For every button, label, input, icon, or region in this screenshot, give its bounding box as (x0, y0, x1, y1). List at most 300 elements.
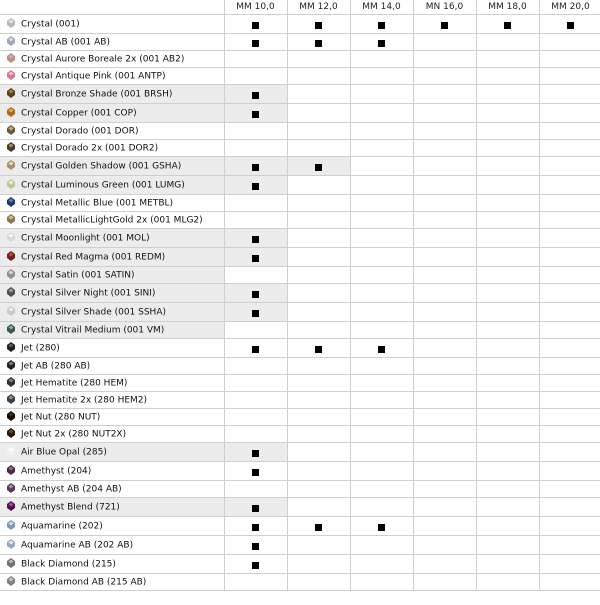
crystal-name-cell[interactable] (0, 229, 224, 248)
availability-cell-mm14[interactable] (350, 462, 413, 481)
availability-cell-mm16[interactable] (413, 375, 476, 392)
crystal-name-cell[interactable] (0, 462, 224, 481)
availability-cell-mm14[interactable] (350, 195, 413, 212)
availability-cell-mm14[interactable] (350, 322, 413, 339)
available-mark-icon (252, 164, 259, 171)
availability-cell-mm18[interactable] (476, 104, 539, 123)
availability-cell-mm20[interactable] (539, 409, 600, 426)
availability-cell-mm18[interactable] (476, 195, 539, 212)
availability-cell-mm14[interactable] (350, 443, 413, 462)
availability-cell-mm12[interactable] (287, 375, 350, 392)
availability-cell-mm18[interactable] (476, 15, 539, 34)
column-header-name (0, 0, 224, 15)
availability-cell-mm18[interactable] (476, 303, 539, 322)
availability-cell-mm20[interactable] (539, 123, 600, 140)
table-row[interactable] (0, 212, 600, 229)
table-row[interactable] (0, 176, 600, 195)
table-row[interactable] (0, 85, 600, 104)
table-row[interactable] (0, 462, 600, 481)
available-mark-icon (378, 22, 385, 29)
availability-cell-mm14[interactable] (350, 229, 413, 248)
availability-cell-mm14[interactable] (350, 339, 413, 358)
availability-cell-mm14[interactable] (350, 481, 413, 498)
table-row[interactable] (0, 229, 600, 248)
availability-cell-mm18[interactable] (476, 462, 539, 481)
crystal-name-cell[interactable] (0, 284, 224, 303)
availability-cell-mm12[interactable] (287, 248, 350, 267)
availability-cell-mm12[interactable] (287, 322, 350, 339)
crystal-gem-icon (6, 107, 16, 117)
availability-cell-mm18[interactable] (476, 481, 539, 498)
table-row[interactable] (0, 284, 600, 303)
crystal-name-cell[interactable] (0, 157, 224, 176)
availability-cell-mm16[interactable] (413, 339, 476, 358)
available-mark-icon (252, 291, 259, 298)
availability-cell-mm20[interactable] (539, 443, 600, 462)
availability-cell-mm20[interactable] (539, 426, 600, 443)
availability-cell-mm14[interactable] (350, 555, 413, 574)
availability-cell-mm18[interactable] (476, 157, 539, 176)
availability-cell-mm20[interactable] (539, 574, 600, 591)
table-row[interactable] (0, 195, 600, 212)
crystal-name-cell[interactable] (0, 375, 224, 392)
crystal-name-label: Crystal Moonlight (001 MOL) (21, 233, 150, 244)
availability-cell-mm12[interactable] (287, 85, 350, 104)
availability-cell-mm18[interactable] (476, 51, 539, 68)
availability-cell-mm18[interactable] (476, 426, 539, 443)
availability-cell-mm16[interactable] (413, 498, 476, 517)
availability-cell-mm20[interactable] (539, 51, 600, 68)
availability-cell-mm14[interactable] (350, 517, 413, 536)
table-row[interactable] (0, 426, 600, 443)
crystal-name-cell[interactable] (0, 34, 224, 51)
crystal-name-cell[interactable] (0, 195, 224, 212)
table-row[interactable] (0, 481, 600, 498)
crystal-gem-icon (6, 179, 16, 189)
crystal-name-cell[interactable] (0, 443, 224, 462)
availability-cell-mm18[interactable] (476, 85, 539, 104)
table-row[interactable] (0, 248, 600, 267)
crystal-name-label: Jet AB (280 AB) (21, 361, 91, 372)
availability-cell-mm16[interactable] (413, 15, 476, 34)
availability-cell-mm16[interactable] (413, 212, 476, 229)
availability-cell-mm14[interactable] (350, 34, 413, 51)
availability-cell-mm16[interactable] (413, 195, 476, 212)
availability-cell-mm16[interactable] (413, 574, 476, 591)
availability-cell-mm14[interactable] (350, 248, 413, 267)
crystal-gem-icon (6, 483, 16, 493)
availability-cell-mm18[interactable] (476, 339, 539, 358)
crystal-name-label: Crystal Bronze Shade (001 BRSH) (21, 89, 173, 100)
availability-cell-mm16[interactable] (413, 140, 476, 157)
table-row[interactable] (0, 157, 600, 176)
crystal-name-cell[interactable] (0, 267, 224, 284)
crystal-name-label: Black Diamond (215) (21, 559, 116, 570)
availability-cell-mm12[interactable] (287, 358, 350, 375)
availability-cell-mm18[interactable] (476, 229, 539, 248)
availability-cell-mm14[interactable] (350, 267, 413, 284)
availability-cell-mm10[interactable] (224, 140, 287, 157)
table-row[interactable] (0, 339, 600, 358)
availability-cell-mm14[interactable] (350, 140, 413, 157)
table-row[interactable] (0, 123, 600, 140)
crystal-name-cell[interactable] (0, 517, 224, 536)
availability-cell-mm12[interactable] (287, 443, 350, 462)
availability-cell-mm16[interactable] (413, 85, 476, 104)
availability-cell-mm10[interactable] (224, 498, 287, 517)
availability-cell-mm10[interactable] (224, 375, 287, 392)
availability-cell-mm10[interactable] (224, 392, 287, 409)
availability-cell-mm18[interactable] (476, 555, 539, 574)
crystal-name-cell[interactable] (0, 358, 224, 375)
availability-cell-mm20[interactable] (539, 68, 600, 85)
available-mark-icon (252, 310, 259, 317)
availability-cell-mm18[interactable] (476, 443, 539, 462)
crystal-gem-icon (6, 446, 16, 456)
table-row[interactable] (0, 303, 600, 322)
availability-cell-mm12[interactable] (287, 339, 350, 358)
availability-cell-mm10[interactable] (224, 409, 287, 426)
availability-cell-mm16[interactable] (413, 517, 476, 536)
availability-cell-mm20[interactable] (539, 498, 600, 517)
availability-cell-mm10[interactable] (224, 267, 287, 284)
availability-cell-mm20[interactable] (539, 104, 600, 123)
availability-cell-mm18[interactable] (476, 517, 539, 536)
availability-cell-mm20[interactable] (539, 85, 600, 104)
table-row[interactable] (0, 34, 600, 51)
available-mark-icon (252, 450, 259, 457)
availability-cell-mm18[interactable] (476, 498, 539, 517)
availability-cell-mm16[interactable] (413, 536, 476, 555)
availability-cell-mm10[interactable] (224, 15, 287, 34)
availability-cell-mm12[interactable] (287, 34, 350, 51)
column-header-mm12[interactable]: MM 12,0 (287, 0, 350, 15)
availability-cell-mm20[interactable] (539, 339, 600, 358)
availability-cell-mm10[interactable] (224, 176, 287, 195)
table-row[interactable] (0, 392, 600, 409)
crystal-name-cell[interactable] (0, 481, 224, 498)
availability-cell-mm10[interactable] (224, 51, 287, 68)
crystal-name-label: Crystal AB (001 AB) (21, 37, 110, 48)
crystal-name-cell[interactable] (0, 15, 224, 34)
availability-cell-mm20[interactable] (539, 229, 600, 248)
availability-cell-mm10[interactable] (224, 443, 287, 462)
availability-cell-mm16[interactable] (413, 157, 476, 176)
availability-cell-mm20[interactable] (539, 157, 600, 176)
crystal-name-cell[interactable] (0, 85, 224, 104)
table-row[interactable] (0, 517, 600, 536)
crystal-name-label: Crystal Metallic Blue (001 METBL) (21, 198, 174, 209)
availability-cell-mm12[interactable] (287, 409, 350, 426)
availability-cell-mm12[interactable] (287, 303, 350, 322)
table-row[interactable] (0, 322, 600, 339)
availability-cell-mm14[interactable] (350, 85, 413, 104)
availability-cell-mm12[interactable] (287, 195, 350, 212)
crystal-name-label: Amethyst AB (204 AB) (21, 484, 122, 495)
availability-cell-mm20[interactable] (539, 555, 600, 574)
availability-cell-mm18[interactable] (476, 392, 539, 409)
availability-cell-mm16[interactable] (413, 462, 476, 481)
availability-cell-mm12[interactable] (287, 284, 350, 303)
availability-cell-mm12[interactable] (287, 267, 350, 284)
availability-cell-mm20[interactable] (539, 176, 600, 195)
availability-cell-mm10[interactable] (224, 339, 287, 358)
availability-cell-mm10[interactable] (224, 426, 287, 443)
table-row[interactable] (0, 536, 600, 555)
availability-cell-mm12[interactable] (287, 498, 350, 517)
availability-cell-mm20[interactable] (539, 15, 600, 34)
availability-cell-mm14[interactable] (350, 498, 413, 517)
crystal-gem-icon (6, 360, 16, 370)
availability-cell-mm14[interactable] (350, 157, 413, 176)
availability-cell-mm10[interactable] (224, 574, 287, 591)
availability-cell-mm12[interactable] (287, 212, 350, 229)
crystal-gem-icon (6, 520, 16, 530)
availability-cell-mm16[interactable] (413, 229, 476, 248)
column-header-mm18[interactable]: MM 18,0 (476, 0, 539, 15)
crystal-name-cell[interactable] (0, 498, 224, 517)
availability-cell-mm16[interactable] (413, 34, 476, 51)
availability-cell-mm10[interactable] (224, 462, 287, 481)
availability-cell-mm16[interactable] (413, 426, 476, 443)
availability-cell-mm18[interactable] (476, 358, 539, 375)
table-row[interactable] (0, 358, 600, 375)
availability-cell-mm16[interactable] (413, 68, 476, 85)
availability-cell-mm18[interactable] (476, 322, 539, 339)
crystal-gem-icon (6, 251, 16, 261)
availability-cell-mm14[interactable] (350, 176, 413, 195)
availability-cell-mm10[interactable] (224, 212, 287, 229)
availability-cell-mm14[interactable] (350, 212, 413, 229)
availability-cell-mm20[interactable] (539, 375, 600, 392)
availability-cell-mm10[interactable] (224, 123, 287, 140)
availability-cell-mm12[interactable] (287, 229, 350, 248)
availability-cell-mm14[interactable] (350, 284, 413, 303)
availability-cell-mm18[interactable] (476, 212, 539, 229)
availability-cell-mm10[interactable] (224, 104, 287, 123)
availability-cell-mm12[interactable] (287, 51, 350, 68)
crystal-name-cell[interactable] (0, 123, 224, 140)
crystal-name-label: Crystal Luminous Green (001 LUMG) (21, 180, 185, 191)
availability-cell-mm10[interactable] (224, 322, 287, 339)
table-row[interactable] (0, 498, 600, 517)
availability-cell-mm10[interactable] (224, 303, 287, 322)
availability-cell-mm16[interactable] (413, 392, 476, 409)
availability-cell-mm12[interactable] (287, 481, 350, 498)
availability-cell-mm18[interactable] (476, 248, 539, 267)
crystal-name-cell[interactable] (0, 68, 224, 85)
crystal-name-cell[interactable] (0, 536, 224, 555)
crystal-name-label: Crystal Copper (001 COP) (21, 108, 137, 119)
availability-cell-mm12[interactable] (287, 123, 350, 140)
availability-cell-mm16[interactable] (413, 104, 476, 123)
table-row[interactable] (0, 140, 600, 157)
availability-cell-mm18[interactable] (476, 409, 539, 426)
availability-cell-mm16[interactable] (413, 267, 476, 284)
availability-cell-mm14[interactable] (350, 15, 413, 34)
availability-cell-mm10[interactable] (224, 555, 287, 574)
table-row[interactable] (0, 51, 600, 68)
availability-cell-mm16[interactable] (413, 303, 476, 322)
availability-cell-mm18[interactable] (476, 176, 539, 195)
availability-cell-mm18[interactable] (476, 284, 539, 303)
crystal-name-cell[interactable] (0, 140, 224, 157)
available-mark-icon (252, 524, 259, 531)
availability-cell-mm20[interactable] (539, 481, 600, 498)
availability-cell-mm12[interactable] (287, 176, 350, 195)
availability-cell-mm16[interactable] (413, 51, 476, 68)
availability-cell-mm20[interactable] (539, 212, 600, 229)
crystal-name-cell[interactable] (0, 322, 224, 339)
availability-cell-mm20[interactable] (539, 267, 600, 284)
available-mark-icon (315, 164, 322, 171)
crystal-gem-icon (6, 214, 16, 224)
availability-cell-mm20[interactable] (539, 140, 600, 157)
availability-cell-mm20[interactable] (539, 322, 600, 339)
availability-cell-mm10[interactable] (224, 195, 287, 212)
table-row[interactable] (0, 409, 600, 426)
crystal-name-label: Black Diamond AB (215 AB) (21, 577, 147, 588)
availability-cell-mm14[interactable] (350, 392, 413, 409)
available-mark-icon (378, 346, 385, 353)
availability-cell-mm10[interactable] (224, 536, 287, 555)
availability-cell-mm20[interactable] (539, 358, 600, 375)
availability-cell-mm10[interactable] (224, 34, 287, 51)
crystal-name-cell[interactable] (0, 574, 224, 591)
availability-cell-mm10[interactable] (224, 284, 287, 303)
availability-cell-mm12[interactable] (287, 392, 350, 409)
available-mark-icon (252, 92, 259, 99)
availability-cell-mm16[interactable] (413, 409, 476, 426)
availability-cell-mm10[interactable] (224, 68, 287, 85)
table-row[interactable] (0, 15, 600, 34)
availability-cell-mm12[interactable] (287, 536, 350, 555)
available-mark-icon (252, 40, 259, 47)
availability-cell-mm20[interactable] (539, 248, 600, 267)
column-header-mm16[interactable]: MN 16,0 (413, 0, 476, 15)
availability-cell-mm16[interactable] (413, 322, 476, 339)
availability-cell-mm14[interactable] (350, 104, 413, 123)
availability-cell-mm10[interactable] (224, 517, 287, 536)
crystal-name-cell[interactable] (0, 303, 224, 322)
availability-cell-mm18[interactable] (476, 574, 539, 591)
availability-cell-mm14[interactable] (350, 51, 413, 68)
table-row[interactable] (0, 267, 600, 284)
availability-cell-mm12[interactable] (287, 68, 350, 85)
crystal-name-label: Jet (280) (21, 343, 60, 354)
availability-cell-mm14[interactable] (350, 303, 413, 322)
availability-cell-mm16[interactable] (413, 284, 476, 303)
availability-cell-mm16[interactable] (413, 176, 476, 195)
table-row[interactable] (0, 555, 600, 574)
availability-cell-mm10[interactable] (224, 85, 287, 104)
availability-cell-mm16[interactable] (413, 248, 476, 267)
table-row[interactable] (0, 443, 600, 462)
crystal-name-cell[interactable] (0, 555, 224, 574)
availability-cell-mm14[interactable] (350, 68, 413, 85)
table-row[interactable] (0, 375, 600, 392)
availability-cell-mm20[interactable] (539, 462, 600, 481)
availability-cell-mm10[interactable] (224, 157, 287, 176)
availability-cell-mm16[interactable] (413, 358, 476, 375)
crystal-name-cell[interactable] (0, 176, 224, 195)
available-mark-icon (252, 562, 259, 569)
availability-cell-mm12[interactable] (287, 555, 350, 574)
availability-cell-mm16[interactable] (413, 481, 476, 498)
column-header-mm14[interactable]: MM 14,0 (350, 0, 413, 15)
availability-cell-mm14[interactable] (350, 375, 413, 392)
availability-cell-mm20[interactable] (539, 392, 600, 409)
availability-cell-mm12[interactable] (287, 157, 350, 176)
availability-cell-mm12[interactable] (287, 462, 350, 481)
availability-cell-mm12[interactable] (287, 574, 350, 591)
availability-cell-mm18[interactable] (476, 68, 539, 85)
availability-cell-mm16[interactable] (413, 123, 476, 140)
table-row[interactable] (0, 68, 600, 85)
crystal-name-cell[interactable] (0, 426, 224, 443)
availability-cell-mm10[interactable] (224, 358, 287, 375)
availability-cell-mm16[interactable] (413, 443, 476, 462)
availability-cell-mm20[interactable] (539, 195, 600, 212)
table-row[interactable] (0, 104, 600, 123)
crystal-name-cell[interactable] (0, 248, 224, 267)
available-mark-icon (252, 111, 259, 118)
crystal-name-cell[interactable] (0, 409, 224, 426)
availability-cell-mm14[interactable] (350, 409, 413, 426)
crystal-name-label: Jet Nut 2x (280 NUT2X) (21, 429, 127, 440)
availability-cell-mm18[interactable] (476, 140, 539, 157)
availability-cell-mm18[interactable] (476, 375, 539, 392)
availability-cell-mm10[interactable] (224, 481, 287, 498)
crystal-name-cell[interactable] (0, 212, 224, 229)
crystal-gem-icon (6, 306, 16, 316)
availability-cell-mm12[interactable] (287, 517, 350, 536)
availability-cell-mm12[interactable] (287, 15, 350, 34)
availability-cell-mm20[interactable] (539, 303, 600, 322)
availability-cell-mm10[interactable] (224, 229, 287, 248)
availability-cell-mm14[interactable] (350, 426, 413, 443)
crystal-name-cell[interactable] (0, 392, 224, 409)
availability-cell-mm20[interactable] (539, 34, 600, 51)
column-header-mm20[interactable]: MM 20,0 (539, 0, 600, 15)
crystal-name-cell[interactable] (0, 51, 224, 68)
crystal-name-label: Crystal (001) (21, 19, 80, 30)
availability-cell-mm14[interactable] (350, 358, 413, 375)
availability-cell-mm20[interactable] (539, 284, 600, 303)
availability-cell-mm12[interactable] (287, 104, 350, 123)
crystal-name-label: Jet Hematite (280 HEM) (21, 378, 128, 389)
availability-cell-mm18[interactable] (476, 536, 539, 555)
crystal-gem-icon (6, 197, 16, 207)
availability-cell-mm14[interactable] (350, 536, 413, 555)
availability-cell-mm12[interactable] (287, 140, 350, 157)
availability-cell-mm18[interactable] (476, 34, 539, 51)
availability-cell-mm18[interactable] (476, 123, 539, 140)
table-row[interactable] (0, 574, 600, 591)
availability-cell-mm18[interactable] (476, 267, 539, 284)
crystal-name-cell[interactable] (0, 339, 224, 358)
crystal-gem-icon (6, 232, 16, 242)
availability-cell-mm10[interactable] (224, 248, 287, 267)
availability-cell-mm20[interactable] (539, 536, 600, 555)
availability-cell-mm14[interactable] (350, 123, 413, 140)
availability-cell-mm12[interactable] (287, 426, 350, 443)
availability-cell-mm14[interactable] (350, 574, 413, 591)
availability-cell-mm20[interactable] (539, 517, 600, 536)
availability-cell-mm16[interactable] (413, 555, 476, 574)
column-header-mm10[interactable]: MM 10,0 (224, 0, 287, 15)
crystal-name-cell[interactable] (0, 104, 224, 123)
